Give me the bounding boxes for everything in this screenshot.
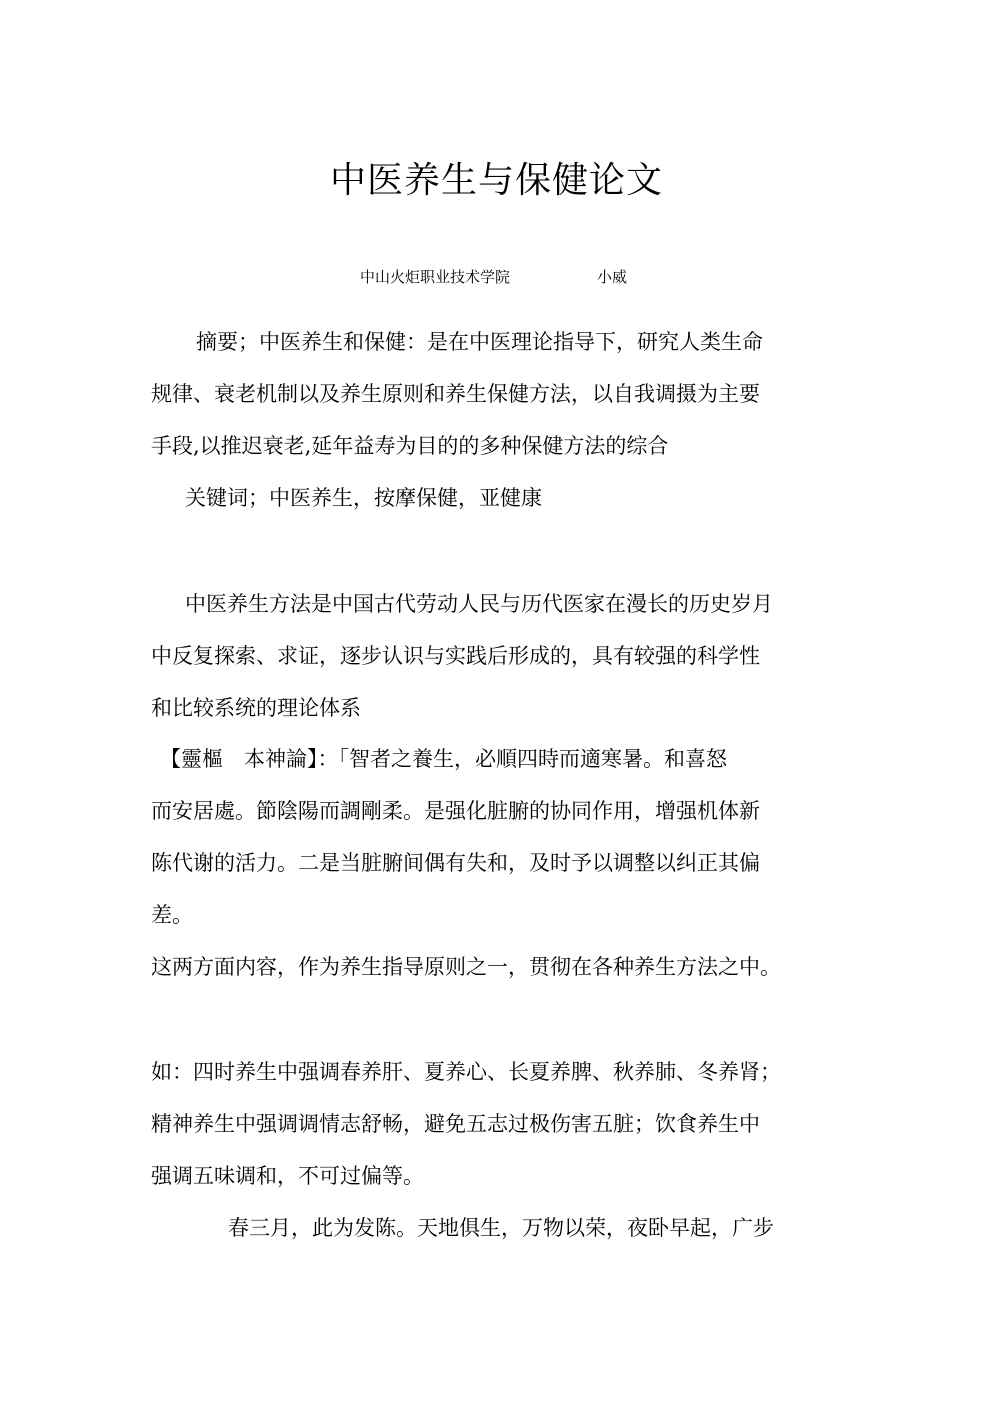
- quote-line: 差。: [151, 903, 193, 927]
- abstract-line: 规律、衰老机制以及养生原则和养生保健方法，以自我调摄为主要: [151, 382, 760, 406]
- author-organization: 中山火炬职业技术学院: [360, 268, 511, 286]
- author-name: 小威: [597, 268, 628, 286]
- abstract-line: 手段,以推迟衰老,延年益寿为目的的多种保健方法的综合: [151, 434, 669, 458]
- spring-paragraph: 春三月，此为发陈。天地俱生，万物以荣，夜卧早起，广步: [228, 1216, 774, 1240]
- paragraph-line: 和比较系统的理论体系: [151, 696, 361, 720]
- page-title: 中医养生与保健论文: [329, 160, 663, 201]
- quote-line: 陈代谢的活力。二是当脏腑间偶有失和，及时予以调整以纠正其偏: [151, 851, 760, 875]
- abstract-line: 摘要；中医养生和保健：是在中医理论指导下，研究人类生命: [196, 330, 763, 354]
- paragraph-line: 中反复探索、求证，逐步认识与实践后形成的，具有较强的科学性: [151, 644, 760, 668]
- example-line: 如：四时养生中强调春养肝、夏养心、长夏养脾、秋养肺、冬养肾；: [151, 1060, 781, 1084]
- example-line: 精神养生中强调调情志舒畅，避免五志过极伤害五脏；饮食养生中: [151, 1112, 760, 1136]
- quote-line: 【靈樞 本神論】：「智者之養生，必順四時而適寒暑。和喜怒: [160, 747, 727, 771]
- paragraph-line: 中医养生方法是中国古代劳动人民与历代医家在漫长的历史岁月: [185, 592, 773, 616]
- keywords: 关键词；中医养生，按摩保健，亚健康: [185, 486, 542, 510]
- quote-line: 而安居處。節陰陽而調剛柔。是强化脏腑的协同作用，增强机体新: [151, 799, 760, 823]
- example-line: 强调五味调和，不可过偏等。: [151, 1164, 424, 1188]
- principle-paragraph: 这两方面内容，作为养生指导原则之一，贯彻在各种养生方法之中。: [151, 955, 781, 979]
